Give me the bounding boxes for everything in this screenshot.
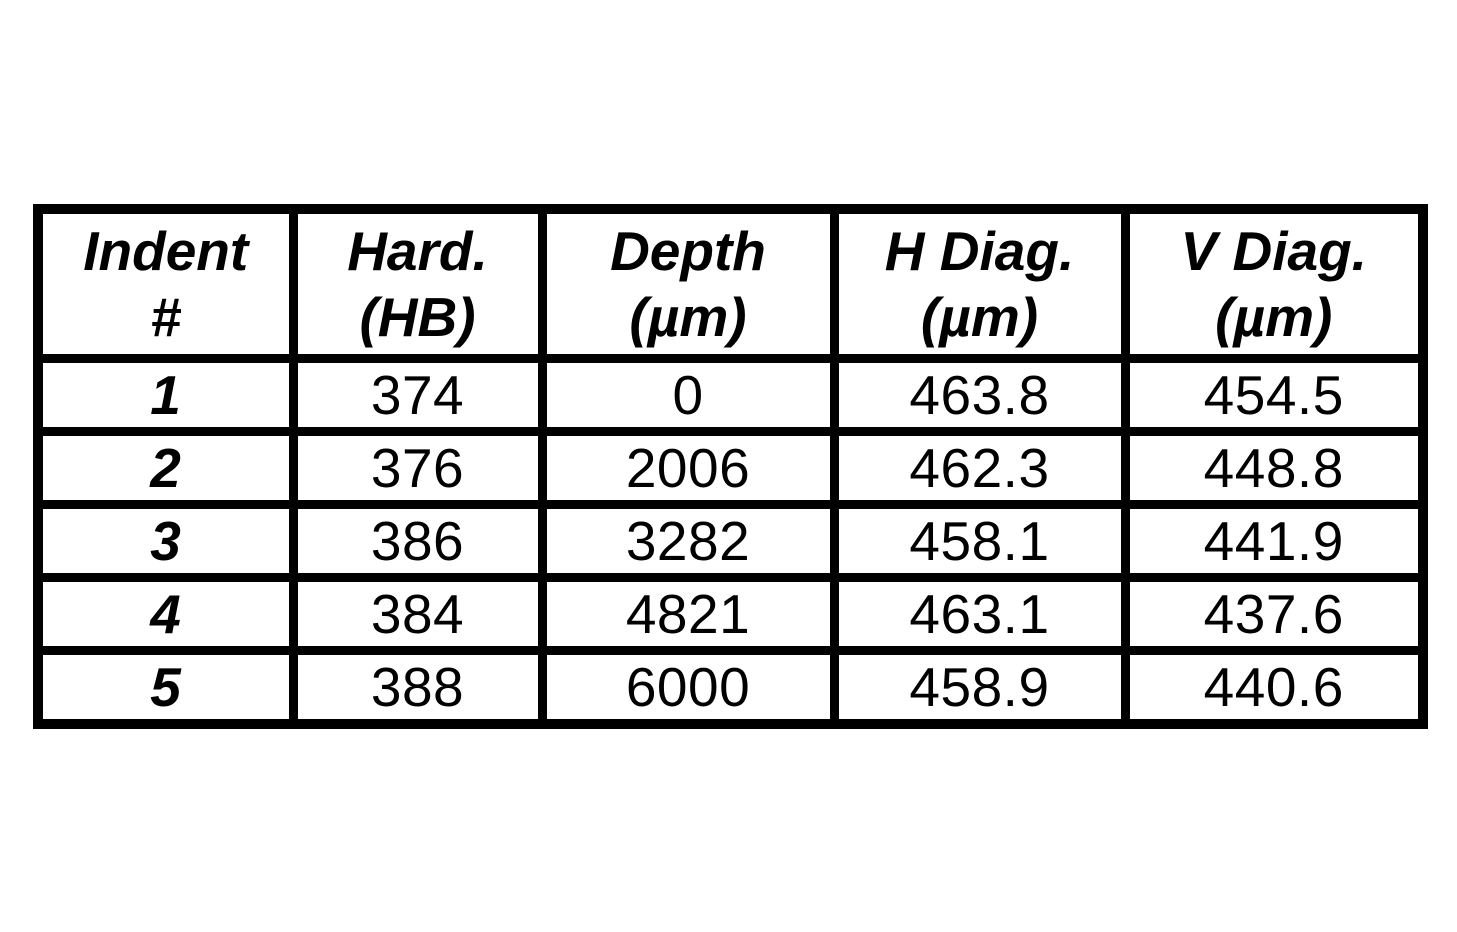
cell-depth: 0 — [542, 359, 834, 432]
header-h-diagonal — [834, 209, 1125, 359]
header-v-diagonal-unit: (µm) — [1215, 286, 1333, 348]
cell-hardness: 376 — [293, 432, 542, 505]
header-hardness-unit: (HB) — [359, 286, 476, 348]
header-row — [38, 209, 1423, 359]
header-v-diagonal-line1: V Diag. — [1180, 220, 1367, 282]
header-depth-line1: Depth — [610, 220, 766, 282]
cell-v-diagonal: 440.6 — [1125, 651, 1423, 725]
header-h-diagonal-unit: (µm) — [920, 286, 1039, 348]
header-depth-unit: (µm) — [629, 286, 747, 348]
cell-indent-number: 2 — [38, 432, 293, 505]
hardness-table-container — [33, 204, 1418, 722]
cell-h-diagonal: 458.1 — [834, 505, 1125, 578]
cell-depth: 2006 — [542, 432, 834, 505]
cell-hardness: 388 — [293, 651, 542, 725]
header-hardness-line1: Hard. — [347, 220, 488, 282]
cell-hardness: 386 — [293, 505, 542, 578]
cell-indent-number: 3 — [38, 505, 293, 578]
cell-depth: 3282 — [542, 505, 834, 578]
header-indent-line1: Indent — [83, 220, 249, 282]
header-depth — [542, 209, 834, 359]
header-hardness — [293, 209, 542, 359]
cell-depth: 4821 — [542, 578, 834, 651]
cell-v-diagonal: 437.6 — [1125, 578, 1423, 651]
header-v-diagonal — [1125, 209, 1423, 359]
header-h-diagonal-line1: H Diag. — [884, 220, 1075, 282]
cell-hardness: 384 — [293, 578, 542, 651]
header-indent-line2: # — [150, 286, 182, 348]
cell-indent-number: 4 — [38, 578, 293, 651]
cell-h-diagonal: 463.8 — [834, 359, 1125, 432]
table-row — [38, 651, 1423, 725]
table-row — [38, 432, 1423, 505]
header-indent-number — [38, 209, 293, 359]
table-row — [38, 359, 1423, 432]
cell-h-diagonal: 458.9 — [834, 651, 1125, 725]
cell-indent-number: 5 — [38, 651, 293, 725]
cell-h-diagonal: 462.3 — [834, 432, 1125, 505]
cell-indent-number: 1 — [38, 359, 293, 432]
table-row — [38, 578, 1423, 651]
cell-h-diagonal: 463.1 — [834, 578, 1125, 651]
cell-depth: 6000 — [542, 651, 834, 725]
table-row — [38, 505, 1423, 578]
hardness-measurements-table — [33, 204, 1428, 729]
cell-v-diagonal: 441.9 — [1125, 505, 1423, 578]
cell-hardness: 374 — [293, 359, 542, 432]
cell-v-diagonal: 454.5 — [1125, 359, 1423, 432]
cell-v-diagonal: 448.8 — [1125, 432, 1423, 505]
